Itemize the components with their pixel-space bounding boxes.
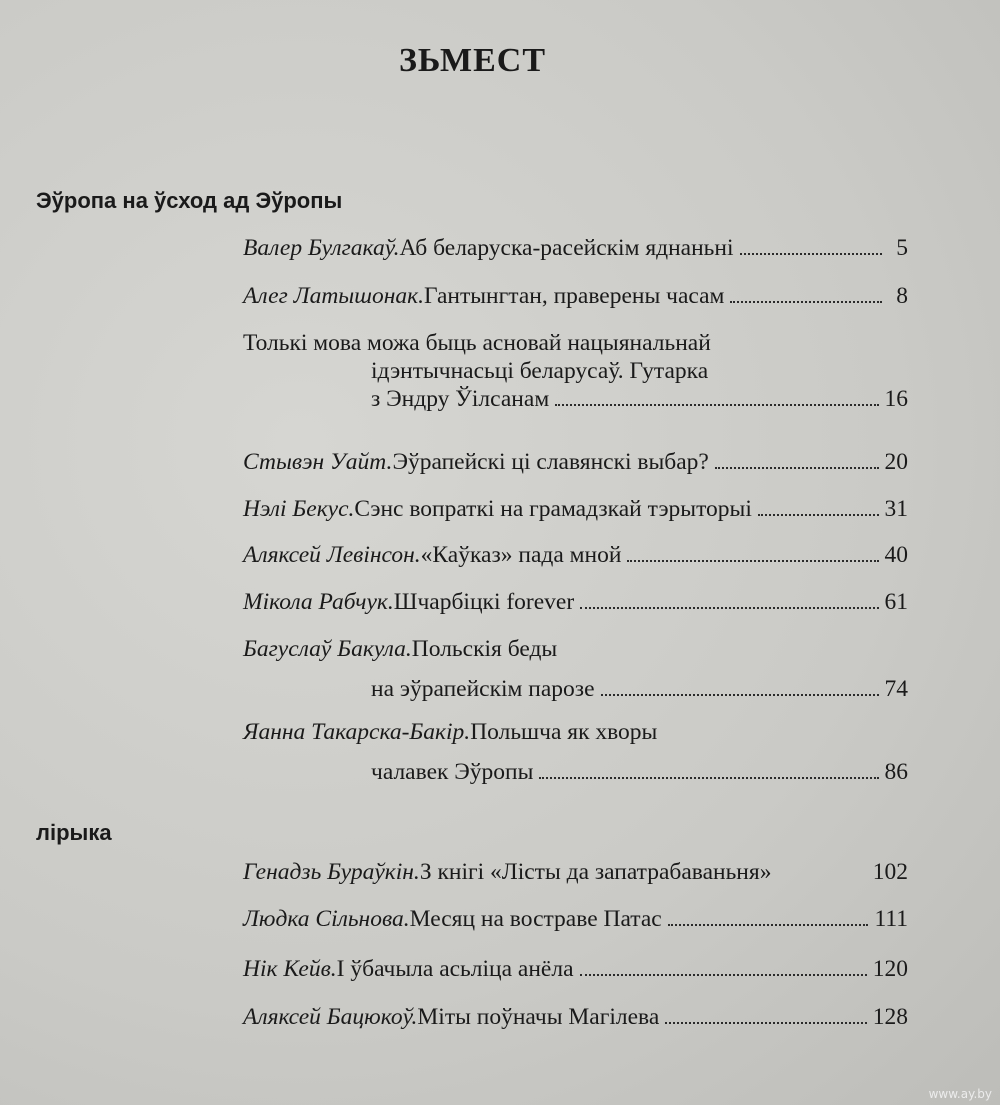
entry-title-line3: з Эндру Ўілсанам xyxy=(371,386,550,412)
leader-dots xyxy=(580,601,878,609)
entry-title: І ўбачыла асьліца анёла xyxy=(336,956,574,982)
entry-page: 128 xyxy=(872,1004,908,1030)
leader-dots xyxy=(740,247,883,255)
toc-entry[interactable] xyxy=(243,858,908,886)
toc-entry[interactable] xyxy=(243,329,908,413)
entry-author: Багуслаў Бакула. xyxy=(243,636,412,662)
entry-page: 111 xyxy=(874,906,908,932)
toc-entry[interactable] xyxy=(243,905,908,933)
leader-dots xyxy=(627,554,878,562)
watermark: www.ay.by xyxy=(928,1087,992,1101)
toc-entry[interactable] xyxy=(243,635,908,703)
section-heading: лірыка xyxy=(36,820,112,845)
toc-entry[interactable] xyxy=(243,955,908,983)
leader-dots xyxy=(730,295,882,303)
entry-author: Аляксей Левінсон. xyxy=(243,542,421,568)
toc-entry[interactable] xyxy=(243,448,908,476)
leader-dots xyxy=(601,688,879,696)
entry-page: 86 xyxy=(884,759,908,785)
entry-title: Сэнс вопраткі на грамадзкай тэрыторыі xyxy=(354,496,752,522)
toc-entry[interactable] xyxy=(243,541,908,569)
entry-author: Нік Кейв. xyxy=(243,956,337,982)
page-title: ЗЬМЕСТ xyxy=(398,42,547,79)
leader-dots xyxy=(580,968,867,976)
toc-entry[interactable] xyxy=(243,234,908,262)
entry-page: 5 xyxy=(896,235,908,261)
toc-entry[interactable] xyxy=(243,282,908,310)
entry-title: Шчарбіцкі forever xyxy=(393,589,575,615)
entry-author: Генадзь Бураўкін. xyxy=(243,859,420,885)
entry-page: 120 xyxy=(872,956,908,982)
leader-dots xyxy=(777,873,866,879)
toc-entry[interactable] xyxy=(243,495,908,523)
entry-page: 74 xyxy=(884,676,908,702)
leader-dots xyxy=(539,771,878,779)
entry-author: Валер Булгакаў. xyxy=(243,235,400,261)
entry-title: Аб беларуска-расейскім яднаньні xyxy=(399,235,734,261)
entry-author: Стывэн Уайт. xyxy=(243,449,393,475)
entry-title: Польшча як хворы xyxy=(470,719,658,745)
entry-author: Аляксей Бацюкоў. xyxy=(243,1004,418,1030)
toc-entry[interactable] xyxy=(243,1003,908,1031)
entry-title: Эўрапейскі ці славянскі выбар? xyxy=(392,449,709,475)
entry-title: Гантынгтан, праверены часам xyxy=(423,283,725,309)
entry-page: 8 xyxy=(896,283,908,309)
entry-title: Міты поўначы Магілева xyxy=(417,1004,660,1030)
entry-title: Месяц на востраве Патас xyxy=(409,906,662,932)
leader-dots xyxy=(665,1016,866,1024)
entry-title: Польскія беды xyxy=(411,636,558,662)
entry-author: Мікола Рабчук. xyxy=(243,589,394,615)
entry-page: 40 xyxy=(884,542,908,568)
toc-entry[interactable] xyxy=(243,588,908,616)
entry-title-line1: Толькі мова можа быць асновай нацыянальнай xyxy=(243,330,711,356)
entry-title-line2: на эўрапейскім парозе xyxy=(371,676,595,702)
entry-page: 61 xyxy=(884,589,908,615)
entry-page: 102 xyxy=(872,859,908,885)
leader-dots xyxy=(668,918,869,926)
entry-title: З кнігі «Лісты да запатрабаваньня» xyxy=(419,859,772,885)
entry-page: 20 xyxy=(884,449,908,475)
leader-dots xyxy=(758,508,879,516)
leader-dots xyxy=(555,398,878,406)
entry-title-line2: чалавек Эўропы xyxy=(371,759,534,785)
entry-page: 16 xyxy=(884,386,908,412)
entry-author: Яанна Такарска-Бакір. xyxy=(243,719,471,745)
leader-dots xyxy=(715,461,879,469)
entry-author: Нэлі Бекус. xyxy=(243,496,355,522)
entry-title-line2: ідэнтычнасьці беларусаў. Гутарка xyxy=(371,358,709,384)
entry-author: Алег Латышонак. xyxy=(243,283,424,309)
entry-author: Людка Сільнова. xyxy=(243,906,410,932)
entry-title: «Каўказ» пада мной xyxy=(420,542,622,568)
toc-entry[interactable] xyxy=(243,718,908,786)
section-heading: Эўропа на ўсход ад Эўропы xyxy=(36,188,343,213)
entry-page: 31 xyxy=(884,496,908,522)
